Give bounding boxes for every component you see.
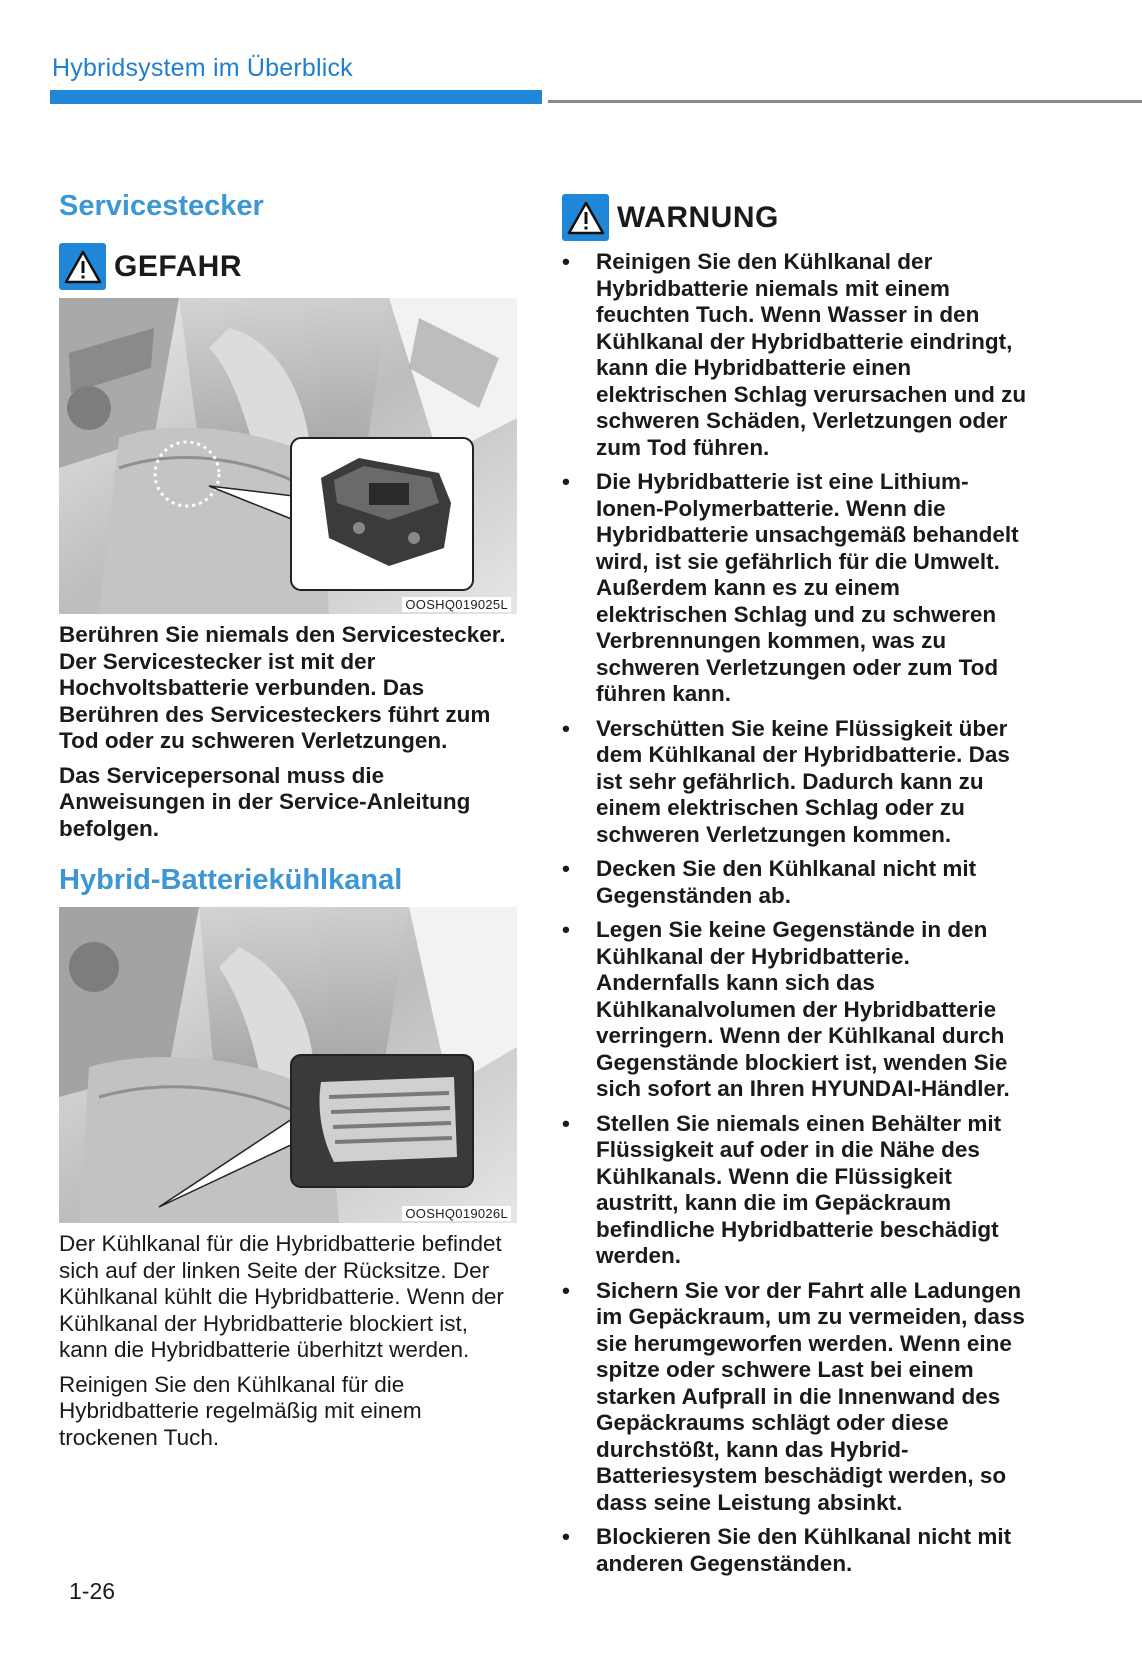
list-item: [562, 917, 1032, 1103]
body-paragraph: Reinigen Sie den Kühlkanal für die Hybridbatterie regelmäßig mit einem trockenen Tuch.: [59, 1371, 422, 1450]
list-item-text: Stellen Sie niemals einen Behälter mit Flüssigkeit auf oder in die Nähe des Kühlkanals. Wenn die Flüssigkeit austritt, kann die im Gepäckraum befindliche Hybridbatterie beschädigt werden.: [596, 1110, 1002, 1268]
list-item: [562, 469, 1032, 708]
list-item-text: Decken Sie den Kühlkanal nicht mit Gegenständen ab.: [596, 856, 977, 908]
warning-triangle-icon: [562, 194, 609, 241]
list-item: [562, 716, 1032, 849]
list-item-text: Legen Sie keine Gegenstände in den Kühlkanal der Hybridbatterie. Andernfalls kann sich das Kühlkanalvolumen der Hybridbatterie verringern. Wenn der Kühlkanal durch Gegenstände blockiert ist, wenden Sie sich sofort an Ihren HYUNDAI-Händler.: [596, 917, 1010, 1101]
body-paragraph: Der Kühlkanal für die Hybridbatterie befindet sich auf der linken Seite der Rücksitze. Der Kühlkanal kühlt die Hybridbatterie. Wenn der Kühlkanal der Hybridbatterie blockiert ist, kann die Hybridbatterie überhitzt werden.: [59, 1231, 504, 1362]
danger-paragraph: Berühren Sie niemals den Servicestecker. Der Servicestecker ist mit der Hochvoltsbatterie verbunden. Das Berühren des Servicesteckers führt zum Tod oder zu schweren Verletzungen.: [59, 622, 506, 753]
section-title-cooling-duct: Hybrid-Batteriekühlkanal: [59, 864, 403, 896]
list-item-text: Blockieren Sie den Kühlkanal nicht mit anderen Gegenständen.: [596, 1524, 1012, 1576]
left-column: [59, 190, 517, 1451]
danger-label: GEFAHR: [114, 249, 243, 283]
header-title: Hybridsystem im Überblick: [52, 54, 353, 82]
bullet: •: [562, 249, 570, 274]
list-item-text: Verschütten Sie keine Flüssigkeit über dem Kühlkanal der Hybridbatterie. Das ist sehr gefährlich. Dadurch kann zu einem elektrischen Schlag oder zu schweren Verletzungen kommen.: [596, 715, 1010, 847]
cooling-duct-figure: [59, 907, 517, 1223]
figure-code: OOSHQ019025L: [402, 597, 511, 612]
cooling-duct-detail: [320, 1077, 457, 1162]
rear-seat-illustration: [59, 298, 517, 614]
page-number: 1-26: [69, 1578, 116, 1604]
list-item: [562, 1278, 1032, 1517]
section-title-servicestecker: Servicestecker: [59, 190, 264, 222]
list-item-text: Reinigen Sie den Kühlkanal der Hybridbatterie niemals mit einem feuchten Tuch. Wenn Wasser in den Kühlkanal der Hybridbatterie eindringt, kann die Hybridbatterie einen elektrischen Schlag verursachen und zu schweren Schäden, Verletzungen oder zum Tod führen.: [596, 249, 1027, 460]
bullet: •: [562, 917, 570, 942]
bullet: •: [562, 1110, 570, 1136]
cooling-duct-illustration: [59, 907, 517, 1223]
list-item-text: Sichern Sie vor der Fahrt alle Ladungen im Gepäckraum, um zu vermeiden, dass sie herumgeworfen werden. Wenn eine spitze oder schwere Last bei einem starken Aufprall in die Innenwand des Gepäckraums schlägt oder diese durchstößt, kann das Hybrid-Batteriesystem beschädigt werden, so dass seine Leistung absinkt.: [596, 1277, 1025, 1515]
bullet: •: [562, 469, 570, 494]
figure-code: OOSHQ019026L: [402, 1206, 511, 1221]
service-plug-figure: [59, 298, 517, 614]
right-column: [562, 194, 1032, 1585]
list-item: [562, 1524, 1032, 1577]
bullet: •: [562, 1277, 570, 1303]
danger-heading: [59, 243, 517, 290]
warning-heading: [562, 194, 1032, 241]
bullet: •: [562, 856, 570, 881]
list-item: [562, 856, 1032, 909]
warning-label: WARNUNG: [617, 200, 779, 234]
list-item: [562, 1111, 1032, 1270]
list-item-text: Die Hybridbatterie ist eine Lithium-Ionen-Polymerbatterie. Wenn die Hybridbatterie unsachgemäß behandelt wird, ist sie gefährlich für die Umwelt. Außerdem kann es zu einem elektrischen Schlag und zu schweren Verbrennungen kommen, was zu schweren Verletzungen oder zum Tod führen kann.: [596, 469, 1019, 706]
header-accent-bar: [50, 90, 542, 104]
danger-paragraph: Das Servicepersonal muss die Anweisungen in der Service-Anleitung befolgen.: [59, 762, 471, 841]
list-item: [562, 249, 1032, 461]
header-rule: [548, 100, 1142, 103]
bullet: •: [562, 1524, 570, 1549]
warning-triangle-icon: [59, 243, 106, 290]
warning-list: [562, 249, 1032, 1577]
bullet: •: [562, 715, 570, 741]
